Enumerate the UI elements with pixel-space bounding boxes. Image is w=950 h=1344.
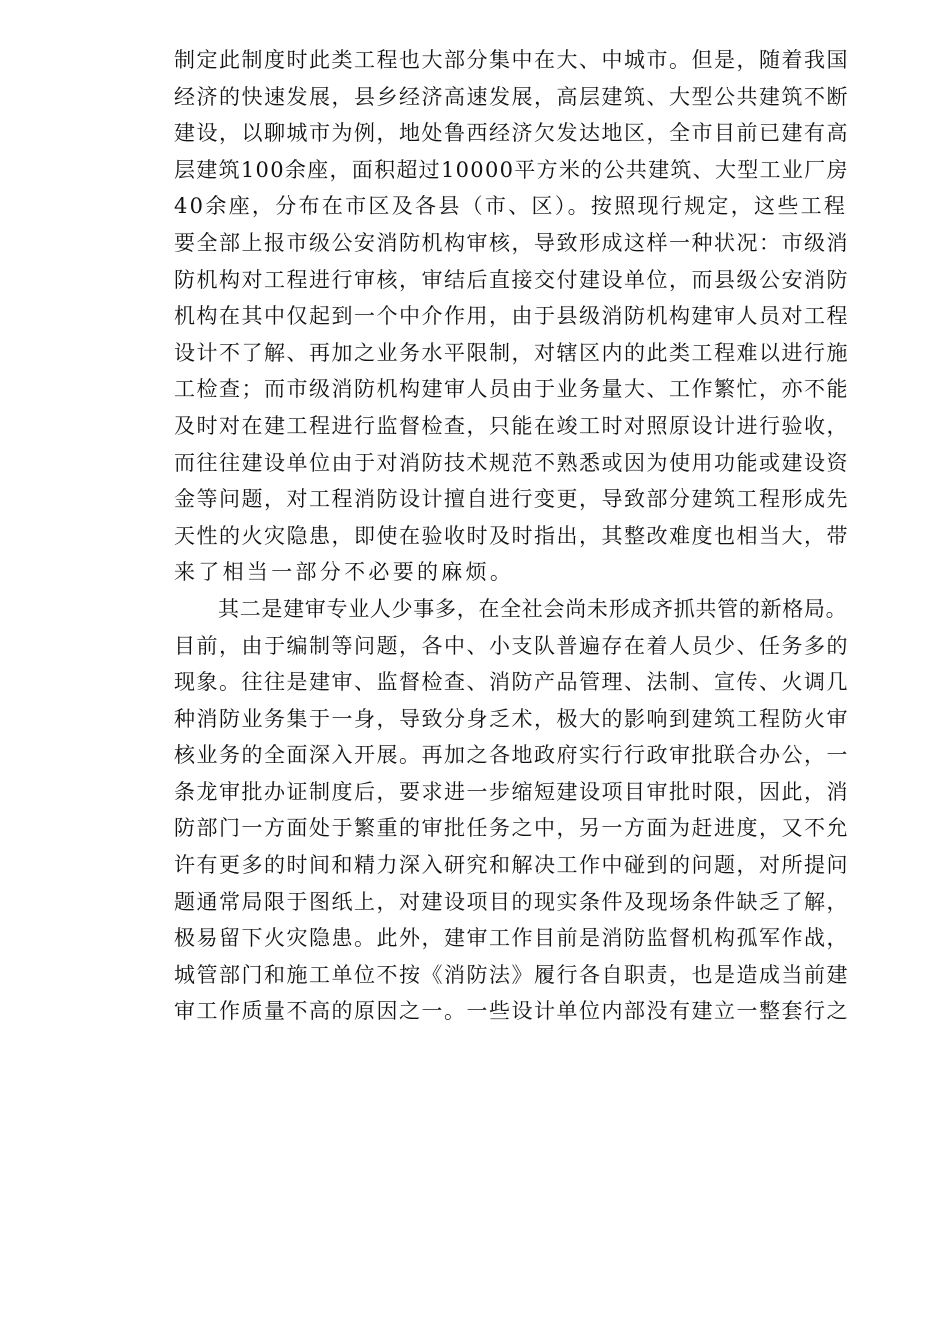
text-line: 种消防业务集于一身，导致分身乏术，极大的影响到建筑工程防火审 — [174, 706, 849, 731]
text-line: 极易留下火灾隐患。此外，建审工作目前是消防监督机构孤军作战， — [174, 926, 849, 951]
text-line: 来了相当一部分不必要的麻烦。 — [174, 560, 515, 585]
text-line: 40余座，分布在市区及各县（市、区）。按照现行规定，这些工程 — [174, 194, 848, 219]
text-line: 经济的快速发展，县乡经济高速发展，高层建筑、大型公共建筑不断 — [174, 84, 849, 109]
text-line: 制定此制度时此类工程也大部分集中在大、中城市。但是，随着我国 — [174, 48, 849, 72]
text-line: 要全部上报市级公安消防机构审核，导致形成这样一种状况：市级消 — [174, 230, 849, 255]
text-line: 而往往建设单位由于对消防技术规范不熟悉或因为使用功能或建设资 — [174, 450, 849, 475]
text-line: 核业务的全面深入开展。再加之各地政府实行行政审批联合办公，一 — [174, 743, 849, 768]
text-line: 金等问题，对工程消防设计擅自进行变更，导致部分建筑工程形成先 — [174, 487, 849, 512]
text-line: 工检查；而市级消防机构建审人员由于业务量大、工作繁忙，亦不能 — [174, 377, 849, 402]
text-line: 城管部门和施工单位不按《消防法》履行各自职责，也是造成当前建 — [174, 962, 849, 987]
paragraph-start-line: 其二是建审专业人少事多，在全社会尚未形成齐抓共管的新格局。 — [218, 596, 848, 621]
text-line: 防机构对工程进行审核，审结后直接交付建设单位，而县级公安消防 — [174, 267, 849, 292]
text-line: 机构在其中仅起到一个中介作用，由于县级消防机构建审人员对工程 — [174, 304, 849, 329]
text-line: 目前，由于编制等问题，各中、小支队普遍存在着人员少、任务多的 — [174, 633, 849, 658]
text-line: 天性的火灾隐患，即使在验收时及时指出，其整改难度也相当大，带 — [174, 523, 849, 548]
text-line: 及时对在建工程进行监督检查，只能在竣工时对照原设计进行验收， — [174, 413, 849, 438]
body-text — [174, 42, 850, 1030]
text-line: 层建筑100余座，面积超过10000平方米的公共建筑、大型工业厂房 — [174, 157, 849, 182]
text-line: 条龙审批办证制度后，要求进一步缩短建设项目审批时限，因此，消 — [174, 779, 849, 804]
text-line: 审工作质量不高的原因之一。一些设计单位内部没有建立一整套行之 — [174, 999, 849, 1024]
text-line: 题通常局限于图纸上，对建设项目的现实条件及现场条件缺乏了解， — [174, 889, 849, 914]
text-line: 现象。往往是建审、监督检查、消防产品管理、法制、宣传、火调几 — [174, 670, 849, 695]
text-line: 设计不了解、再加之业务水平限制，对辖区内的此类工程难以进行施 — [174, 340, 849, 365]
text-line: 防部门一方面处于繁重的审批任务之中，另一方面为赶进度，又不允 — [174, 816, 849, 841]
text-line: 许有更多的时间和精力深入研究和解决工作中碰到的问题，对所提问 — [174, 853, 849, 878]
text-line: 建设，以聊城市为例，地处鲁西经济欠发达地区，全市目前已建有高 — [174, 121, 849, 146]
